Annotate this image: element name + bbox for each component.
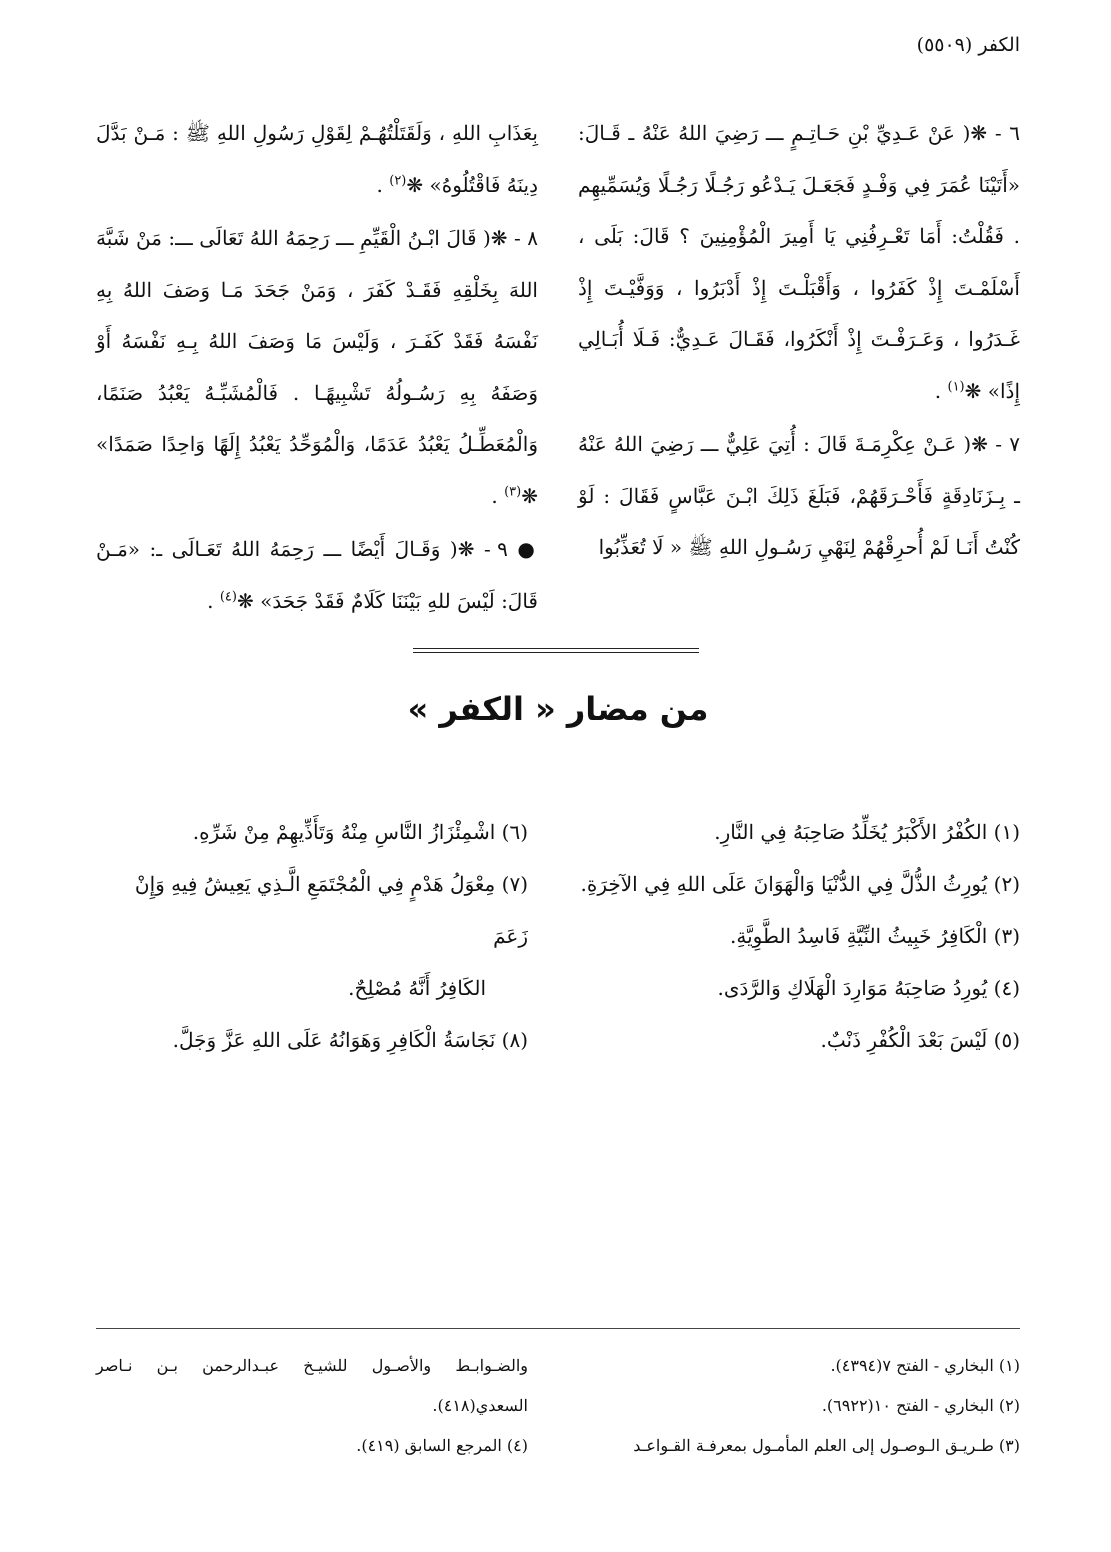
paragraph-6: ٦ - ❋( عَنْ عَـدِيِّ بْنِ حَـاتِـمٍ ـــ رَضِيَ اللهُ عَنْهُ ـ قَـالَ: «أَتَيْنَا عُمَرَ فِي وَفْـدٍ فَجَعَـلَ يَـدْعُو رَجُـلًا رَجُـلًا وَيُسَمِّيهِم . فَقُلْتُ: أَمَا تَعْـرِفُنِي يَا أَمِيرَ الْمُؤْمِنِينَ ؟ قَالَ: بَلَى ، أَسْلَمْـتَ إِذْ كَفَرُوا ، وَأَقْبَلْـتَ إِذْ أَدْبَرُوا ، وَوَفَّيْـتَ إِذْ غَـدَرُوا ، وَعَـرَفْـتَ إِذْ أَنْكَرُوا، فَقَـالَ عَـدِيٌّ: فَـلَا أُبَـالِي إِذًا» ❋$^{(١)}$ .: [578, 121, 1020, 403]
paragraph-8-text: ٨ - ❋( قَالَ ابْـنُ الْقَيِّمِ ـــ رَحِمَهُ اللهُ تَعَالَى ـــ: مَنْ شَبَّهَ اللهَ بِخَلْقِهِ فَقَـدْ كَفَرَ ، وَمَنْ جَحَدَ مَـا وَصَفَ اللهُ بِهِ نَفْسَهُ فَقَدْ كَفَـرَ ، وَلَيْسَ مَا وَصَفَ اللهُ بِـهِ نَفْسَهُ أَوْ وَصَفَهُ بِهِ رَسُـولُهُ تَشْبِيهًـا . فَالْمُشَبِّـهُ يَعْبُدُ صَنَمًا، وَالْمُعَطِّـلُ يَعْبُدُ عَدَمًا، وَالْمُوَحِّدُ يَعْبُدُ إِلَهًا وَاحِدًا صَمَدًا» ❋: [96, 226, 538, 508]
footnote-ref-2: (٢): [389, 172, 407, 188]
harm-item-1: (١) الكُفْرُ الأَكْبَرُ يُخَلِّدُ صَاحِبَهُ فِي النَّارِ.: [714, 820, 1020, 844]
footnotes-right: [566, 1346, 1020, 1466]
footnote-4: (٤) المرجع السابق (٤١٩).: [356, 1436, 528, 1455]
running-header: [96, 34, 1020, 56]
text-column-right: [578, 108, 1020, 574]
harm-item-2: (٢) يُورِثُ الذُّلَّ فِي الدُّنْيَا وَالْهَوَانَ عَلَى اللهِ فِي الآخِرَةِ.: [580, 872, 1020, 896]
footnote-3-continued: والضـوابـط والأصـول للشيـخ عبـدالرحمن بـن نـاصر السعدي(٤١٨).: [96, 1356, 528, 1415]
paragraph-7-text: ٧ - ❋( عَـنْ عِكْرِمَـةَ قَالَ : أُتِيَ عَلِيٌّ ـــ رَضِيَ اللهُ عَنْهُ ـ بِـزَنَادِقَةٍ فَأَحْـرَقَهُمْ، فَبَلَغَ ذَلِكَ ابْـنَ عَبَّاسٍ فَقَالَ : لَوْ كُنْتُ أَنَـا لَمْ أُحرِقْهُمْ لِنَهْيِ رَسُـولِ اللهِ ﷺ « لَا تُعَذِّبُوا: [578, 432, 1020, 559]
harm-item-3: (٣) الْكَافِرُ خَبِيثُ النِّيَّةِ فَاسِدُ الطَّوِيَّةِ.: [730, 924, 1020, 948]
section-title: من مضار « الكفر »: [407, 690, 709, 728]
section-divider-bottom: [413, 652, 699, 653]
paragraph-7-cont-text: بِعَذَابِ اللهِ ، وَلَقَتَلْتُهُـمْ لِقَوْلِ رَسُولِ اللهِ ﷺ : مَـنْ بَدَّلَ دِينَهُ فَاقْتُلُوهُ» ❋: [96, 121, 538, 197]
paragraph-6-text: ٦ - ❋( عَنْ عَـدِيِّ بْنِ حَـاتِـمٍ ـــ رَضِيَ اللهُ عَنْهُ ـ قَـالَ: «أَتَيْنَا عُمَرَ فِي وَفْـدٍ فَجَعَـلَ يَـدْعُو رَجُـلًا رَجُـلًا وَيُسَمِّيهِم . فَقُلْتُ: أَمَا تَعْـرِفُنِي يَا أَمِيرَ الْمُؤْمِنِينَ ؟ قَالَ: بَلَى ، أَسْلَمْـتَ إِذْ كَفَرُوا ، وَأَقْبَلْـتَ إِذْ أَدْبَرُوا ، وَوَفَّيْـتَ إِذْ غَـدَرُوا ، وَعَـرَفْـتَ إِذْ أَنْكَرُوا، فَقَـالَ عَـدِيٌّ: فَـلَا أُبَـالِي إِذًا» ❋: [578, 121, 1020, 403]
footnote-ref-4: (٤): [219, 588, 237, 604]
harm-item-4: (٤) يُورِدُ صَاحِبَهُ مَوَارِدَ الْهَلَاكِ وَالرَّدَى.: [717, 976, 1020, 1000]
footnote-1: (١) البخاري - الفتح ٧(٤٣٩٤).: [830, 1356, 1020, 1375]
harm-item-6: (٦) اشْمِئْزَازُ النَّاسِ مِنْهُ وَتَأَذِّيهِمْ مِنْ شَرِّهِ.: [192, 820, 528, 844]
paragraph-9-text: ● ٩ - ❋( وَقَـالَ أَيْضًا ـــ رَحِمَهُ اللهُ تَعَـالَى ـ: «مَـنْ قَالَ: لَيْسَ للهِ بَيْنَنَا كَلَامٌ فَقَدْ جَحَدَ» ❋: [96, 537, 538, 613]
footnote-2: (٢) البخاري - الفتح ١٠(٦٩٢٢).: [821, 1396, 1020, 1415]
footnote-ref-3: (٣): [504, 483, 522, 499]
footnote-ref-1: (١): [947, 378, 965, 394]
footnote-separator: [96, 1328, 1020, 1329]
harms-list-left: [96, 806, 528, 1066]
running-title: الكفر (٥٥٠٩): [916, 34, 1020, 56]
harm-item-8: (٨) نَجَاسَةُ الْكَافِرِ وَهَوَانُهُ عَلَى اللهِ عَزَّ وَجَلَّ.: [172, 1028, 528, 1052]
paragraph-7: [578, 419, 1020, 574]
harm-item-7: (٧) مِعْوَلُ هَدْمٍ فِي الْمُجْتَمَعِ الَّـذِي يَعِيشُ فِيهِ وَإِنْ زَعَمَ: [134, 872, 528, 948]
paragraph-9: ● ٩ - ❋( وَقَـالَ أَيْضًا ـــ رَحِمَهُ اللهُ تَعَـالَى ـ: «مَـنْ قَالَ: لَيْسَ للهِ بَيْنَنَا كَلَامٌ فَقَدْ جَحَدَ» ❋$^{(٤)}$ .: [96, 537, 538, 613]
harm-item-5: (٥) لَيْسَ بَعْدَ الْكُفْرِ ذَنْبٌ.: [820, 1028, 1020, 1052]
section-divider-top: [413, 648, 699, 649]
footnotes-left: [96, 1346, 528, 1466]
paragraph-7-continued: بِعَذَابِ اللهِ ، وَلَقَتَلْتُهُـمْ لِقَوْلِ رَسُولِ اللهِ ﷺ : مَـنْ بَدَّلَ دِينَهُ فَاقْتُلُوهُ» ❋$^{(٢)}$ .: [96, 121, 538, 197]
harm-item-7-continued: الكَافِرُ أَنَّهُ مُصْلِحٌ.: [348, 976, 486, 1000]
footnote-3: (٣) طـريـق الـوصـول إلى العلم المأمـول بمعرفـة القـواعـد: [633, 1436, 1020, 1455]
paragraph-8: ٨ - ❋( قَالَ ابْـنُ الْقَيِّمِ ـــ رَحِمَهُ اللهُ تَعَالَى ـــ: مَنْ شَبَّهَ اللهَ بِخَلْقِهِ فَقَـدْ كَفَرَ ، وَمَنْ جَحَدَ مَـا وَصَفَ اللهُ بِهِ نَفْسَهُ فَقَدْ كَفَـرَ ، وَلَيْسَ مَا وَصَفَ اللهُ بِـهِ نَفْسَهُ أَوْ وَصَفَهُ بِهِ رَسُـولُهُ تَشْبِيهًـا . فَالْمُشَبِّـهُ يَعْبُدُ صَنَمًا، وَالْمُعَطِّـلُ يَعْبُدُ عَدَمًا، وَالْمُوَحِّدُ يَعْبُدُ إِلَهًا وَاحِدًا صَمَدًا» ❋$^{(٣)}$ .: [96, 226, 538, 508]
text-column-left: [96, 108, 538, 627]
harms-list-right: [566, 806, 1020, 1066]
